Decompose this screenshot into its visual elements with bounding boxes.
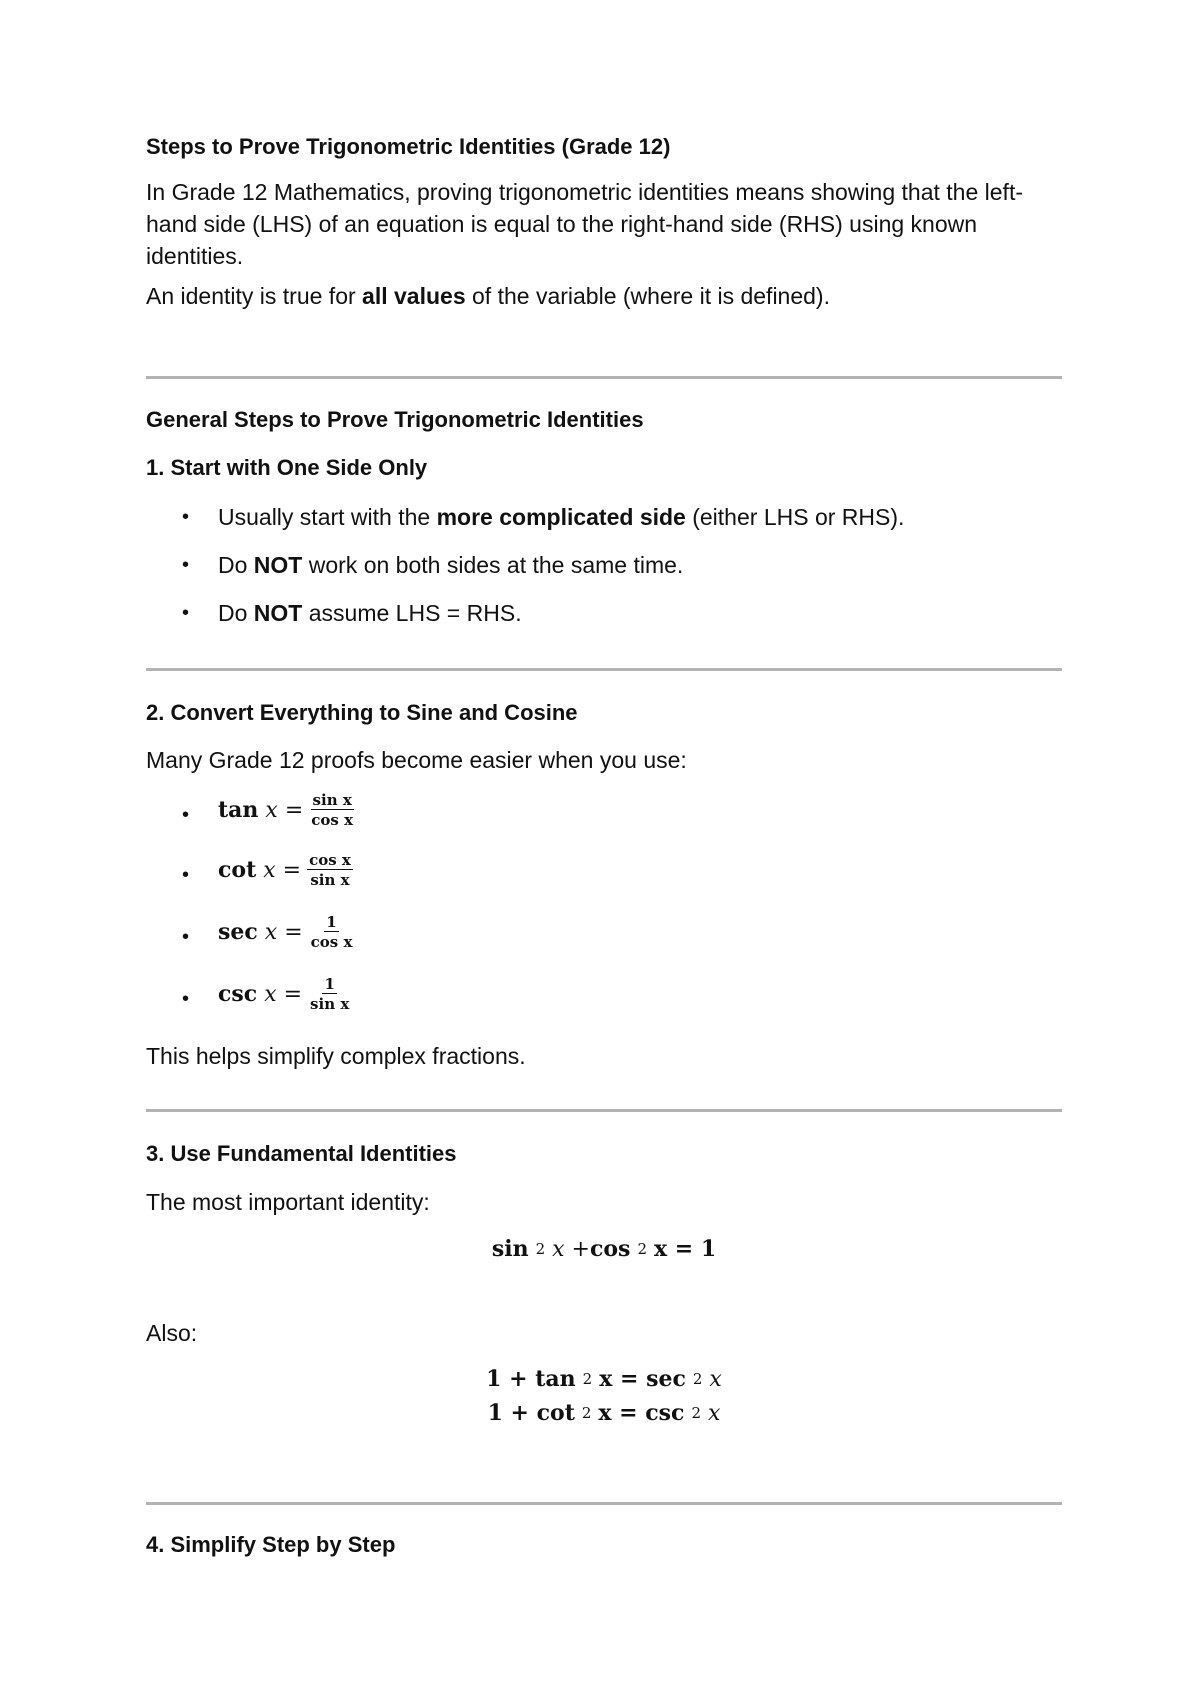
list-item-text: (either LHS or RHS). <box>685 504 905 530</box>
list-item-text: work on both sides at the same time. <box>302 552 684 578</box>
sec-formula <box>218 914 354 950</box>
list-item-text: Do <box>218 552 254 578</box>
equals-sign: = <box>282 857 302 883</box>
exponent: 2 <box>581 1404 592 1422</box>
csc-formula <box>218 976 351 1012</box>
tan-sec-identity <box>146 1366 1062 1392</box>
section-divider <box>146 1109 1062 1112</box>
numerator: 1 <box>324 975 335 993</box>
variable: x <box>263 857 276 883</box>
function-name: csc <box>218 981 258 1007</box>
section-divider <box>146 1502 1062 1505</box>
exponent: 2 <box>637 1240 647 1258</box>
bullet-icon: • <box>182 602 190 624</box>
math-term: cos <box>589 1236 631 1262</box>
document-title: Steps to Prove Trigonometric Identities (Grade 12) <box>146 134 671 159</box>
math-term: x + <box>552 1236 590 1262</box>
step3-heading: 3. Use Fundamental Identities <box>146 1141 457 1166</box>
math-term: 1 + cot <box>487 1400 575 1426</box>
fraction <box>309 792 355 828</box>
intro-paragraph: In Grade 12 Mathematics, proving trigonometric identities means showing that the left-hand side (LHS) of an equation is equal to the right-hand side (RHS) using known identities. <box>146 179 1023 269</box>
exponent: 2 <box>535 1240 546 1258</box>
function-name: tan <box>218 797 259 823</box>
denominator: sin x <box>310 995 350 1013</box>
pythagorean-identity <box>146 1236 1062 1262</box>
list-item <box>218 600 522 627</box>
definition-text-1: An identity is true for <box>146 283 363 309</box>
step2-outro: This helps simplify complex fractions. <box>146 1043 526 1069</box>
math-term: x = sec <box>599 1366 686 1392</box>
list-item-text: Usually start with the <box>218 504 437 530</box>
variable: x <box>265 797 278 823</box>
math-term: x = 1 <box>653 1236 717 1262</box>
bullet-icon: • <box>182 988 190 1010</box>
equals-sign: = <box>283 981 303 1007</box>
general-steps-heading: General Steps to Prove Trigonometric Identities <box>146 407 644 432</box>
cot-csc-identity <box>146 1400 1062 1426</box>
math-term: x = csc <box>598 1400 685 1426</box>
section-divider <box>146 376 1062 379</box>
numerator: cos x <box>309 851 351 869</box>
numerator: 1 <box>326 913 337 931</box>
variable: x <box>708 1400 721 1426</box>
step3-intro: The most important identity: <box>146 1189 430 1215</box>
bullet-icon: • <box>182 804 190 826</box>
equals-sign: = <box>284 797 304 823</box>
also-label: Also: <box>146 1320 198 1346</box>
bullet-icon: • <box>182 926 190 948</box>
function-name: cot <box>218 857 257 883</box>
step4-heading: 4. Simplify Step by Step <box>146 1532 396 1557</box>
list-item <box>218 504 904 531</box>
denominator: sin x <box>310 871 350 889</box>
cot-formula <box>218 852 353 888</box>
section-divider <box>146 668 1062 671</box>
identity-definition-paragraph <box>146 280 1062 312</box>
step2-heading: 2. Convert Everything to Sine and Cosine <box>146 700 578 725</box>
bullet-icon: • <box>182 506 190 528</box>
exponent: 2 <box>692 1370 703 1388</box>
list-item-bold: NOT <box>253 552 303 578</box>
function-name: sec <box>218 919 258 945</box>
step2-intro: Many Grade 12 proofs become easier when you use: <box>146 747 687 773</box>
list-item-text: assume LHS = RHS. <box>302 600 522 626</box>
exponent: 2 <box>582 1370 593 1388</box>
list-item <box>218 552 683 579</box>
fraction <box>307 852 353 888</box>
bullet-icon: • <box>182 864 190 886</box>
variable: x <box>709 1366 722 1392</box>
math-term: sin <box>491 1236 529 1262</box>
tan-formula <box>218 792 355 828</box>
step1-heading: 1. Start with One Side Only <box>146 455 428 480</box>
list-item-bold: NOT <box>253 600 303 626</box>
list-item-text: Do <box>218 600 254 626</box>
denominator: cos x <box>311 811 354 829</box>
numerator: sin x <box>312 791 352 809</box>
variable: x <box>264 919 278 945</box>
definition-bold-text: all values <box>362 283 466 309</box>
math-term: 1 + tan <box>486 1366 576 1392</box>
definition-text-2: of the variable (where it is defined). <box>465 283 830 309</box>
fraction <box>308 976 351 1012</box>
equals-sign: = <box>284 919 303 945</box>
list-item-bold: more complicated side <box>436 504 686 530</box>
exponent: 2 <box>691 1404 701 1422</box>
variable: x <box>264 981 277 1007</box>
fraction <box>309 914 355 950</box>
denominator: cos x <box>310 933 353 951</box>
bullet-icon: • <box>182 554 190 576</box>
